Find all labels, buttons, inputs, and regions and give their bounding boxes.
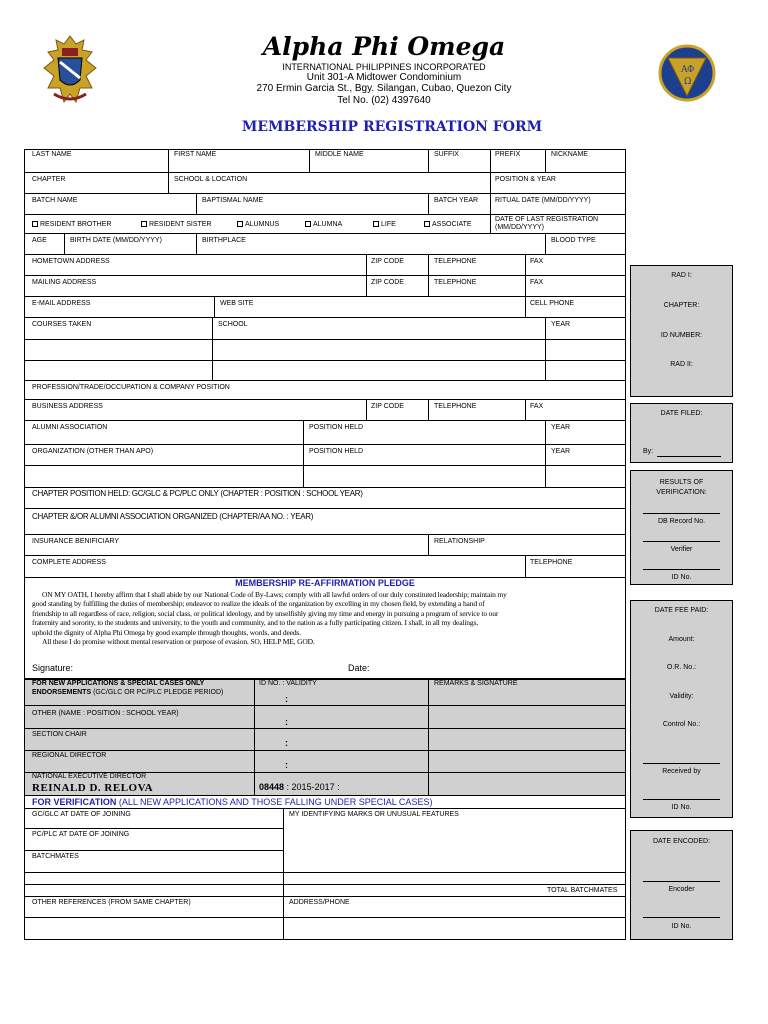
received-by-label: Received by: [662, 768, 701, 775]
logo-phi: Φ: [687, 65, 695, 75]
id-number-label: ID NUMBER:: [660, 332, 703, 339]
glc-joining-field[interactable]: GC/GLC AT DATE OF JOINING: [32, 811, 131, 818]
life-checkbox[interactable]: [373, 221, 396, 229]
pledge-line-2: good standing by fulfilling the duties of membership; endeavor to realize the ideals of the organization by excelling in my chosen field, by extending a hand of: [32, 599, 485, 609]
pledge-line-5: uphold the dignity of Alpha Phi Omega by good example through thoughts, words, and deeds.: [32, 627, 301, 637]
sidebar-verification-box: [630, 470, 733, 585]
ned-name: REINALD D. RELOVA: [32, 782, 154, 794]
suffix-field[interactable]: SUFFIX: [434, 151, 459, 158]
insurance-beneficiary-field[interactable]: INSURANCE BENIFICIARY: [32, 538, 119, 545]
colon-3: :: [285, 738, 288, 748]
chapter-alumni-org-field[interactable]: CHAPTER &/OR ALUMNI ASSOCIATION ORGANIZED (CHAPTER/AA NO. : YEAR): [32, 512, 314, 521]
sidebar-rad-box: [630, 265, 733, 397]
org-subtitle: INTERNATIONAL PHILIPPINES INCORPORATED: [282, 62, 486, 72]
endorsements-header-1: FOR NEW APPLICATIONS & SPECIAL CASES ONLY: [32, 680, 205, 687]
control-no-label: Control No.:: [662, 721, 701, 728]
colon-4: :: [285, 760, 288, 770]
life-label: LIFE: [381, 221, 396, 228]
mailing-address-field[interactable]: MAILING ADDRESS: [32, 279, 97, 286]
batch-year-field[interactable]: BATCH YEAR: [434, 197, 479, 204]
sidebar-date-filed-box: [630, 403, 733, 463]
org-telephone: Tel No. (02) 4397640: [337, 95, 431, 106]
other-endorser-field[interactable]: OTHER (NAME : POSITION : SCHOOL YEAR): [32, 710, 179, 717]
resident-sister-checkbox[interactable]: [141, 221, 212, 229]
pledge-line-4: fraternity and sorority, to the students and university, to the youth and community, and to the nation as a fully participating citizen. I shall, in all my dealings,: [32, 618, 478, 628]
chapter-label: CHAPTER:: [663, 302, 700, 309]
business-address-field[interactable]: BUSINESS ADDRESS: [32, 403, 103, 410]
courses-taken-field[interactable]: COURSES TAKEN: [32, 321, 92, 328]
pledge-text: [32, 590, 622, 646]
rad1-label: RAD I:: [671, 272, 692, 279]
encoder-id-label: ID No.: [671, 923, 692, 930]
org-year-field[interactable]: YEAR: [551, 448, 571, 455]
business-zip-field[interactable]: ZIP CODE: [371, 403, 404, 410]
checkbox-icon[interactable]: [424, 221, 430, 227]
colon-1: :: [285, 694, 288, 704]
regional-director-field[interactable]: REGIONAL DIRECTOR: [32, 752, 107, 759]
chapter-position-held-field[interactable]: CHAPTER POSITION HELD: GC/GLC & PC/PLC ONLY (CHAPTER : POSITION : SCHOOL YEAR): [32, 489, 363, 498]
org-position-held-field[interactable]: POSITION HELD: [309, 448, 364, 455]
alumni-position-held-field[interactable]: POSITION HELD: [309, 424, 364, 431]
identifying-marks-field[interactable]: MY IDENTIFYING MARKS OR UNUSUAL FEATURES: [289, 811, 459, 818]
colon-2: :: [285, 717, 288, 727]
pclc-joining-field[interactable]: PC/PLC AT DATE OF JOINING: [32, 831, 130, 838]
ritual-date-field[interactable]: RITUAL DATE (MM/DD/YYYY): [495, 197, 591, 204]
pledge-title: MEMBERSHIP RE-AFFIRMATION PLEDGE: [235, 578, 415, 588]
by-label: By:: [643, 448, 654, 455]
hometown-address-field[interactable]: HOMETOWN ADDRESS: [32, 258, 110, 265]
alumna-checkbox[interactable]: [305, 221, 342, 229]
org-address-1: Unit 301-A Midtower Condominium: [306, 72, 462, 83]
organization-other-field[interactable]: ORGANIZATION (OTHER THAN APO): [32, 448, 154, 455]
blood-type-field[interactable]: BLOOD TYPE: [551, 237, 596, 244]
resident-brother-checkbox[interactable]: [32, 221, 111, 229]
resident-brother-label: RESIDENT BROTHER: [40, 221, 112, 228]
verification-title-rest: (ALL NEW APPLICATIONS AND THOSE FALLING UNDER SPECIAL CASES): [118, 797, 433, 807]
email-address-field[interactable]: E-MAIL ADDRESS: [32, 300, 91, 307]
hometown-telephone-field[interactable]: TELEPHONE: [434, 258, 477, 265]
business-telephone-field[interactable]: TELEPHONE: [434, 403, 477, 410]
hometown-zip-field[interactable]: ZIP CODE: [371, 258, 404, 265]
batch-name-field[interactable]: BATCH NAME: [32, 197, 78, 204]
other-references-field[interactable]: OTHER REFERENCES (FROM SAME CHAPTER): [32, 899, 191, 906]
endorsements-period: (GC/GLC OR PC/PLC PLEDGE PERIOD): [93, 689, 224, 696]
web-site-field[interactable]: WEB SITE: [220, 300, 254, 307]
sidebar-encoded-box: [630, 830, 733, 940]
mailing-telephone-field[interactable]: TELEPHONE: [434, 279, 477, 286]
pledge-line-3: friendship to all regardless of race, religion, social class, or political ideology, and by unselfishly giving my time and energy in pursuing a program of service to our: [32, 608, 499, 618]
alumna-label: ALUMNA: [313, 221, 343, 228]
or-no-label: O.R. No.:: [666, 664, 697, 671]
date-filed-label: DATE FILED:: [660, 410, 703, 417]
ned-validity: : 2015-2017 :: [286, 782, 340, 792]
courses-year-field[interactable]: YEAR: [551, 321, 571, 328]
id-validity-label: ID NO. : VALIDITY: [259, 680, 317, 687]
verifier-id-label: ID No.: [671, 574, 692, 581]
pledge-line-1: ON MY OATH, I hereby affirm that I shall abide by our National Code of By-Laws; comply with all lawful orders of our duly constituted leadership; maintain my: [42, 590, 507, 599]
complete-address-field[interactable]: COMPLETE ADDRESS: [32, 559, 106, 566]
encoder-label: Encoder: [668, 886, 695, 893]
business-fax-field[interactable]: FAX: [530, 403, 544, 410]
ned-label: NATIONAL EXECUTIVE DIRECTOR: [32, 773, 147, 780]
complete-address-telephone-field[interactable]: TELEPHONE: [530, 559, 573, 566]
alumni-association-field[interactable]: ALUMNI ASSOCIATION: [32, 424, 108, 431]
age-field[interactable]: AGE: [32, 237, 47, 244]
total-batchmates-field[interactable]: TOTAL BATCHMATES: [547, 887, 618, 894]
org-address-2: 270 Ermin Garcia St., Bgy. Silangan, Cubao, Quezon City: [256, 83, 512, 94]
date-encoded-label: DATE ENCODED:: [652, 838, 711, 845]
org-name: Alpha Phi Omega: [262, 32, 506, 61]
hometown-fax-field[interactable]: FAX: [530, 258, 544, 265]
logo-alpha: Α: [681, 65, 688, 75]
pledge-date-field[interactable]: Date:: [348, 663, 370, 673]
verification-title: [32, 797, 432, 807]
address-phone-field[interactable]: ADDRESS/PHONE: [289, 899, 350, 906]
verification-label: VERIFICATION:: [656, 489, 707, 496]
sidebar-fee-box: [630, 600, 733, 818]
first-name-field[interactable]: FIRST NAME: [174, 151, 217, 158]
baptismal-name-field[interactable]: BAPTISMAL NAME: [202, 197, 264, 204]
alumnus-label: ALUMNUS: [245, 221, 280, 228]
validity-label: Validity:: [669, 693, 694, 700]
verifier-label: Verifier: [670, 546, 693, 553]
school-location-field[interactable]: SCHOOL & LOCATION: [174, 176, 248, 183]
batchmates-field[interactable]: BATCHMATES: [32, 853, 79, 860]
endorsements-header-2: [32, 689, 223, 697]
ned-id: 08448: [259, 782, 285, 792]
checkbox-icon[interactable]: [305, 221, 311, 227]
section-chair-field[interactable]: SECTION CHAIR: [32, 731, 87, 738]
checkbox-icon[interactable]: [237, 221, 243, 227]
signature-field[interactable]: Signature:: [32, 663, 74, 673]
nickname-field[interactable]: NICKNAME: [551, 151, 588, 158]
mailing-zip-field[interactable]: ZIP CODE: [371, 279, 404, 286]
date-fee-paid-label: DATE FEE PAID:: [654, 607, 709, 614]
results-of-label: RESULTS OF: [659, 479, 704, 486]
cell-phone-field[interactable]: CELL PHONE: [530, 300, 575, 307]
mailing-fax-field[interactable]: FAX: [530, 279, 544, 286]
alumnus-checkbox[interactable]: [237, 221, 279, 229]
birthplace-field[interactable]: BIRTHPLACE: [202, 237, 246, 244]
receiver-id-label: ID No.: [671, 804, 692, 811]
right-apo-logo: [656, 40, 718, 106]
form-title: MEMBERSHIP REGISTRATION FORM: [241, 119, 543, 135]
profession-field[interactable]: PROFESSION/TRADE/OCCUPATION & COMPANY POSITION: [32, 384, 230, 391]
endorsements-label: ENDORSEMENTS: [32, 689, 92, 696]
ned-id-validity: [259, 782, 340, 792]
amount-label: Amount:: [668, 636, 695, 643]
checkbox-icon[interactable]: [32, 221, 38, 227]
verification-title-bold: FOR VERIFICATION: [32, 797, 117, 807]
birth-date-field[interactable]: BIRTH DATE (MM/DD/YYYY): [70, 237, 162, 244]
associate-label: ASSOCIATE: [432, 221, 472, 228]
resident-sister-label: RESIDENT SISTER: [149, 221, 212, 228]
last-registration-field[interactable]: DATE OF LAST REGISTRATION (MM/DD/YYYY): [495, 216, 599, 231]
middle-name-field[interactable]: MIDDLE NAME: [315, 151, 364, 158]
position-year-field[interactable]: POSITION & YEAR: [495, 176, 556, 183]
alumni-year-field[interactable]: YEAR: [551, 424, 571, 431]
rad2-label: RAD II:: [670, 361, 693, 368]
relationship-field[interactable]: RELATIONSHIP: [434, 538, 485, 545]
checkbox-icon[interactable]: [373, 221, 379, 227]
logo-omega: Ω: [684, 77, 692, 87]
prefix-field[interactable]: PREFIX: [495, 151, 521, 158]
checkbox-icon[interactable]: [141, 221, 147, 227]
chapter-field[interactable]: CHAPTER: [32, 176, 66, 183]
last-name-field[interactable]: LAST NAME: [32, 151, 72, 158]
school-field[interactable]: SCHOOL: [218, 321, 248, 328]
pledge-line-6: All these I do promise without mental reservation or purpose of evasion. SO, HELP ME, GOD.: [42, 637, 315, 647]
remarks-signature-label: REMARKS & SIGNATURE: [434, 680, 518, 687]
db-record-label: DB Record No.: [657, 518, 706, 525]
associate-checkbox[interactable]: [424, 221, 472, 229]
